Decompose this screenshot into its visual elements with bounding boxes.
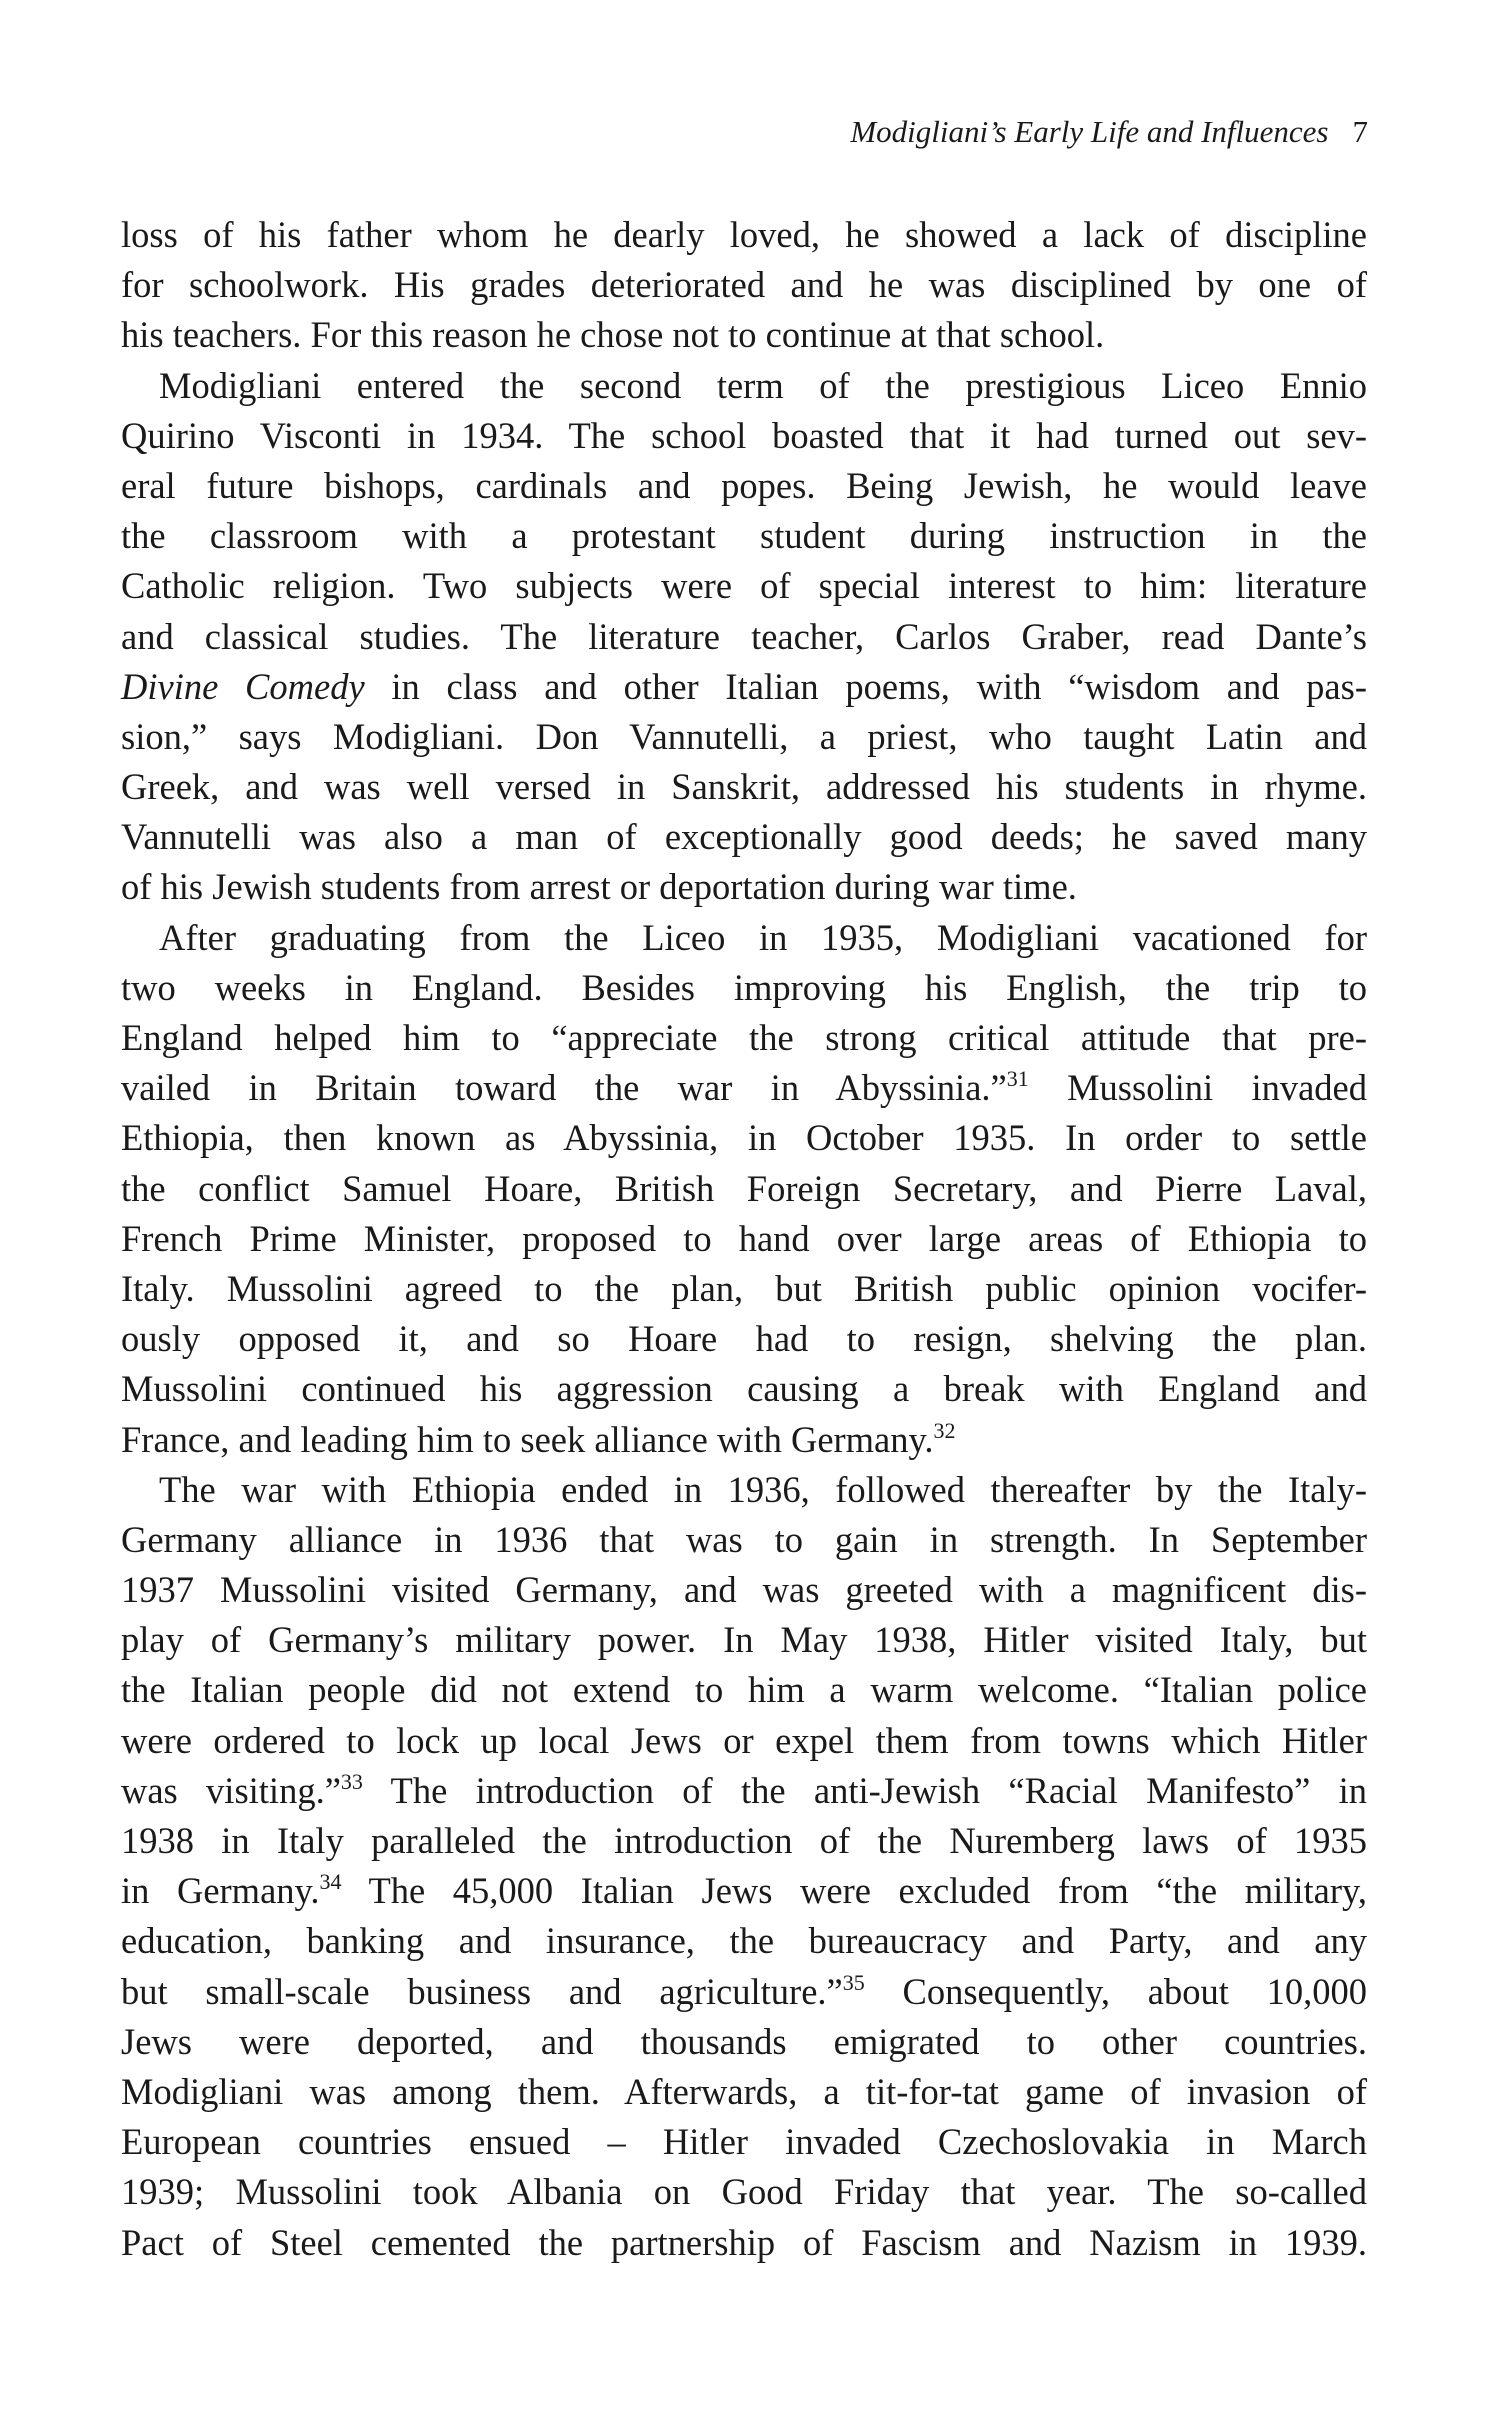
- text-line: [121, 1364, 1367, 1414]
- text-line: [121, 2117, 1367, 2167]
- line-text: Vannutelli was also a man of exceptionally good deeds; he saved many: [121, 816, 1367, 858]
- line-text: but small-scale business and agriculture.”: [121, 1970, 843, 2012]
- text-line: [121, 1766, 1367, 1816]
- line-text: vailed in Britain toward the war in Abyssinia.”: [121, 1067, 1007, 1109]
- text-line: [121, 511, 1367, 561]
- line-text: the classroom with a protestant student during instruction in the: [121, 515, 1367, 557]
- footnote-reference: 31: [1006, 1066, 1029, 1092]
- line-text: The war with Ethiopia ended in 1936, followed thereafter by the Italy-: [159, 1468, 1367, 1510]
- text-line: [121, 1866, 1367, 1916]
- text-line: [121, 913, 1367, 963]
- line-text: in Germany.: [121, 1870, 320, 1912]
- text-line: [121, 1565, 1367, 1615]
- body-text: [121, 210, 1367, 2268]
- line-text: 1937 Mussolini visited Germany, and was greeted with a magnificent dis-: [121, 1569, 1367, 1611]
- line-text: was visiting.”: [121, 1769, 341, 1811]
- text-line: [121, 210, 1367, 260]
- text-line: [121, 1967, 1367, 2017]
- text-line: [121, 1113, 1367, 1163]
- line-text: of his Jewish students from arrest or deportation during war time.: [121, 866, 1077, 908]
- line-text: Modigliani entered the second term of the prestigious Liceo Ennio: [159, 364, 1367, 406]
- text-line: [121, 963, 1367, 1013]
- text-line: [121, 310, 1367, 360]
- line-text: Italy. Mussolini agreed to the plan, but British public opinion vocifer-: [121, 1267, 1367, 1309]
- line-text: two weeks in England. Besides improving his English, the trip to: [121, 966, 1367, 1008]
- text-line: [121, 1164, 1367, 1214]
- text-line: [121, 1615, 1367, 1665]
- line-text: sion,” says Modigliani. Don Vannutelli, a priest, who taught Latin and: [121, 715, 1367, 757]
- line-text-continued: The 45,000 Italian Jews were excluded from “the military,: [341, 1870, 1368, 1912]
- text-line: [121, 260, 1367, 310]
- page-number: 7: [1352, 114, 1368, 149]
- line-text: Catholic religion. Two subjects were of special interest to him: literature: [121, 565, 1367, 607]
- line-text: 1939; Mussolini took Albania on Good Friday that year. The so-called: [121, 2171, 1367, 2213]
- text-line: [121, 2017, 1367, 2067]
- text-line: [121, 461, 1367, 511]
- line-text: England helped him to “appreciate the strong critical attitude that pre-: [121, 1017, 1367, 1058]
- line-text: European countries ensued – Hitler invaded Czechoslovakia in March: [121, 2121, 1367, 2163]
- text-line: [121, 1314, 1367, 1364]
- text-line: [121, 612, 1367, 662]
- line-text: Greek, and was well versed in Sanskrit, addressed his students in rhyme.: [121, 766, 1367, 808]
- text-line: [121, 2067, 1367, 2117]
- text-line: [121, 561, 1367, 611]
- line-text: the conflict Samuel Hoare, British Foreign Secretary, and Pierre Laval,: [121, 1167, 1367, 1209]
- line-text: loss of his father whom he dearly loved, he showed a lack of discipline: [121, 214, 1367, 255]
- text-line: [121, 2218, 1367, 2268]
- text-line: [121, 361, 1367, 411]
- line-text: his teachers. For this reason he chose not to continue at that school.: [121, 314, 1105, 356]
- text-line: [121, 1816, 1367, 1866]
- line-text: Pact of Steel cemented the partnership of Fascism and Nazism in 1939.: [121, 2221, 1367, 2263]
- line-text: and classical studies. The literature teacher, Carlos Graber, read Dante’s: [121, 615, 1367, 657]
- running-head-title: Modigliani’s Early Life and Influences: [850, 114, 1329, 149]
- text-line: [121, 411, 1367, 461]
- text-line: [121, 1264, 1367, 1314]
- text-line: [121, 1465, 1367, 1515]
- footnote-reference: 32: [933, 1417, 956, 1443]
- text-line: [121, 1665, 1367, 1715]
- footnote-reference: 34: [319, 1869, 342, 1895]
- line-text: France, and leading him to seek alliance with Germany.: [121, 1418, 934, 1460]
- text-line: [121, 1716, 1367, 1766]
- text-line: [121, 712, 1367, 762]
- text-line: [121, 1415, 1367, 1465]
- line-text: in class and other Italian poems, with “wisdom and pas-: [364, 665, 1367, 707]
- line-text: Germany alliance in 1936 that was to gain in strength. In September: [121, 1518, 1367, 1560]
- text-line: [121, 812, 1367, 862]
- line-text: for schoolwork. His grades deteriorated and he was disciplined by one of: [121, 264, 1367, 306]
- footnote-reference: 35: [842, 1969, 865, 1995]
- line-text: eral future bishops, cardinals and popes. Being Jewish, he would leave: [121, 464, 1367, 506]
- line-text: Jews were deported, and thousands emigrated to other countries.: [121, 2020, 1367, 2062]
- line-text: French Prime Minister, proposed to hand over large areas of Ethiopia to: [121, 1217, 1367, 1259]
- footnote-reference: 33: [340, 1768, 363, 1794]
- line-text-continued: Mussolini invaded: [1028, 1067, 1368, 1109]
- text-line: [121, 1063, 1367, 1113]
- line-text: Modigliani was among them. Afterwards, a tit-for-tat game of invasion of: [121, 2070, 1367, 2112]
- text-line: [121, 762, 1367, 812]
- text-line: [121, 862, 1367, 912]
- line-text: Ethiopia, then known as Abyssinia, in October 1935. In order to settle: [121, 1117, 1367, 1159]
- line-text: education, banking and insurance, the bureaucracy and Party, and any: [121, 1920, 1367, 1962]
- line-text-continued: Consequently, about 10,000: [864, 1970, 1368, 2012]
- text-line: [121, 1013, 1367, 1063]
- line-text: 1938 in Italy paralleled the introduction of the Nuremberg laws of 1935: [121, 1820, 1367, 1861]
- italic-title: Divine Comedy: [121, 665, 365, 707]
- text-line: [121, 1214, 1367, 1264]
- line-text: After graduating from the Liceo in 1935, Modigliani vacationed for: [159, 916, 1367, 958]
- line-text: ously opposed it, and so Hoare had to resign, shelving the plan.: [121, 1318, 1367, 1360]
- text-line: [121, 2167, 1367, 2217]
- line-text: play of Germany’s military power. In May 1938, Hitler visited Italy, but: [121, 1619, 1367, 1661]
- line-text-continued: The introduction of the anti-Jewish “Racial Manifesto” in: [362, 1769, 1368, 1811]
- line-text: were ordered to lock up local Jews or expel them from towns which Hitler: [121, 1719, 1367, 1761]
- text-line: [121, 1916, 1367, 1966]
- running-head: [850, 112, 1368, 152]
- text-line: [121, 662, 1367, 712]
- line-text: the Italian people did not extend to him a warm welcome. “Italian police: [121, 1669, 1367, 1711]
- line-text: Mussolini continued his aggression causing a break with England and: [121, 1368, 1367, 1410]
- text-line: [121, 1515, 1367, 1565]
- line-text: Quirino Visconti in 1934. The school boasted that it had turned out sev-: [121, 414, 1367, 456]
